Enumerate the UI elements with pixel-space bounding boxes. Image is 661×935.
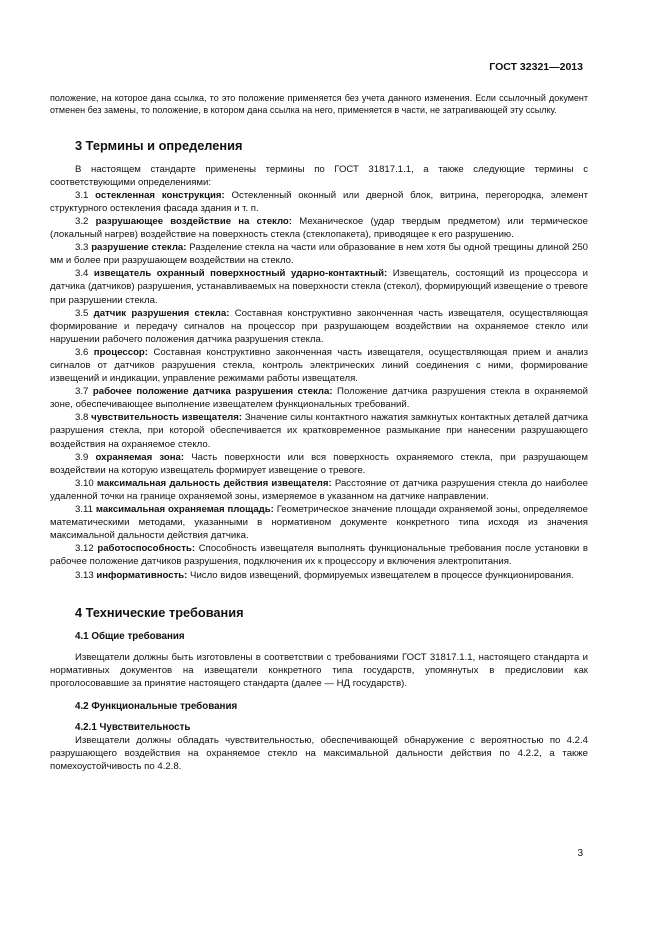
term-text: Механическое (удар твердым предметом) или термическое (локальный нагрев) воздействие на поверхность стекла (стеклопакета), приводящее к его разрушению.	[50, 215, 588, 241]
subsection-4-1-heading: 4.1 Общие требования	[75, 630, 185, 642]
term-number: 3.12	[75, 543, 94, 555]
term-text: Число видов извещений, формируемых извещателем в процессе функционирования.	[190, 569, 574, 581]
term-name: максимальная дальность действия извещателя:	[96, 477, 332, 489]
term-number: 3.9	[75, 451, 89, 463]
subsection-4-2-1-heading: 4.2.1 Чувствительность	[75, 721, 191, 733]
subsection-4-2-heading: 4.2 Функциональные требования	[75, 700, 238, 712]
term-text: Положение датчика разрушения стекла в охраняемой зоне, обеспечивающее выполнение извещателем функциональных требований.	[50, 386, 589, 411]
term-definition	[50, 346, 588, 385]
term-text: Геометрическое значение площади охраняемой зоны, определяемое математическими методами, указанными в нормативном документе конкретного типа исходя из значения максимальной дальности действия датчика.	[50, 504, 588, 542]
intro-paragraph: положение, на которое дана ссылка, то это положение применяется без учета данного изменения. Если ссылочный документ отменен без замены, то положение, в котором дана ссылка на него, применяется в части, не затрагивающей эту ссылку.	[50, 93, 588, 115]
page-content	[50, 93, 588, 773]
subsection-4-1-text: Извещатели должны быть изготовлены в соответствии с требованиями ГОСТ 31817.1.1, настоящего стандарта и нормативных документов на извещатели конкретного типа государств, упомянутых в предисловии как проголосовавшие за принятие настоящего стандарта (далее — НД государств).	[50, 651, 588, 689]
term-name: разрушение стекла:	[91, 242, 187, 254]
document-id-header: ГОСТ 32321—2013	[489, 61, 583, 73]
term-definition	[50, 189, 588, 215]
term-name: охраняемая зона:	[95, 451, 185, 463]
term-name: процессор:	[93, 346, 148, 358]
term-name: разрушающее воздействие на стекло:	[95, 215, 292, 227]
term-number: 3.1	[75, 189, 89, 201]
term-text: Разделение стекла на части или образование в нем хотя бы одной трещины длиной 250 мм и более при разрушающем воздействии на стекло.	[50, 242, 588, 267]
term-definition	[50, 307, 588, 346]
term-definition	[50, 411, 588, 450]
subsection-4-2-1-text: Извещатели должны обладать чувствительностью, обеспечивающей обнаружение с вероятностью по 4.2.4 разрушающего воздействия на охраняемое стекло на максимальной дальности действия по 4.2.2, а также помехоустойчивость по 4.2.8.	[50, 734, 588, 773]
term-number: 3.3	[75, 242, 89, 254]
term-text: Составная конструктивно законченная часть извещателя, осуществляющая формирование и передачу сигналов на процессор при разрушающем воздействии на охраняемое стекло или нарушении рабочего положения датчика разрушения стекла.	[50, 307, 588, 345]
term-definition	[50, 569, 588, 582]
term-text: Значение силы контактного нажатия замкнутых контактных деталей датчика разрушения стекла, при которой обеспечивается их кратковременное размыкание при нанесении разрушающего воздействия на охраняемое стекло.	[50, 412, 588, 450]
term-definition	[50, 241, 588, 267]
term-definition	[50, 477, 588, 503]
section-4-heading: 4 Технические требования	[75, 604, 244, 620]
term-definition	[50, 385, 588, 411]
section-3-intro: В настоящем стандарте применены термины по ГОСТ 31817.1.1, а также следующие термины с соответствующими определениями:	[50, 163, 588, 188]
terms-list	[50, 189, 588, 582]
term-name: максимальная охраняемая площадь:	[95, 504, 274, 516]
term-number: 3.7	[75, 386, 89, 398]
page-number: 3	[577, 848, 583, 859]
term-name: работоспособность:	[97, 543, 196, 555]
term-text: Расстояние от датчика разрушения стекла до наиболее удаленной точки на границе охраняемой зоны, измеряемое в указанном на датчике направлении.	[50, 477, 588, 502]
term-number: 3.8	[75, 412, 89, 424]
term-name: рабочее положение датчика разрушения стекла:	[92, 386, 333, 398]
intro-paragraph-block	[50, 93, 588, 117]
term-text: Извещатель, состоящий из процессора и датчика (датчиков) разрушения, устанавливаемых на поверхности стекла (стекол), формирующий извещение о тревоге при разрушении стекла.	[50, 268, 588, 306]
term-number: 3.11	[75, 504, 93, 516]
section-3-heading: 3 Термины и определения	[75, 137, 243, 153]
term-name: чувствительность извещателя:	[91, 412, 243, 424]
term-definition	[50, 451, 588, 477]
term-text: Часть поверхности или вся поверхность охраняемого стекла, при разрушающем воздействии на которую извещатель формирует извещение о тревоге.	[50, 451, 588, 476]
term-name: датчик разрушения стекла:	[93, 307, 230, 319]
term-number: 3.6	[75, 346, 89, 358]
term-text: Остекленный оконный или дверной блок, витрина, перегородка, элемент структурного остекления фасада здания и т. п.	[50, 189, 588, 214]
term-number: 3.2	[75, 215, 89, 227]
term-name: информативность:	[96, 569, 188, 581]
term-name: остекленная конструкция:	[95, 189, 225, 201]
term-name: извещатель охранный поверхностный ударно-контактный:	[93, 268, 388, 280]
term-text: Способность извещателя выполнять функциональные требования после установки в рабочее положение датчиков разрушения, подключения их к процессору и включения электропитания.	[50, 543, 588, 568]
term-number: 3.10	[75, 477, 94, 489]
term-text: Составная конструктивно законченная часть извещателя, осуществляющая прием и анализ сигналов от датчиков разрушения стекла, контроль электрических линий соединения с ними, формирование извещений и индикации, управление режимами работы извещателя.	[50, 346, 588, 385]
term-number: 3.4	[75, 268, 89, 280]
term-definition	[50, 542, 588, 568]
term-definition	[50, 215, 588, 241]
term-number: 3.5	[75, 307, 89, 319]
term-definition	[50, 267, 588, 306]
term-definition	[50, 503, 588, 542]
term-number: 3.13	[75, 569, 94, 581]
